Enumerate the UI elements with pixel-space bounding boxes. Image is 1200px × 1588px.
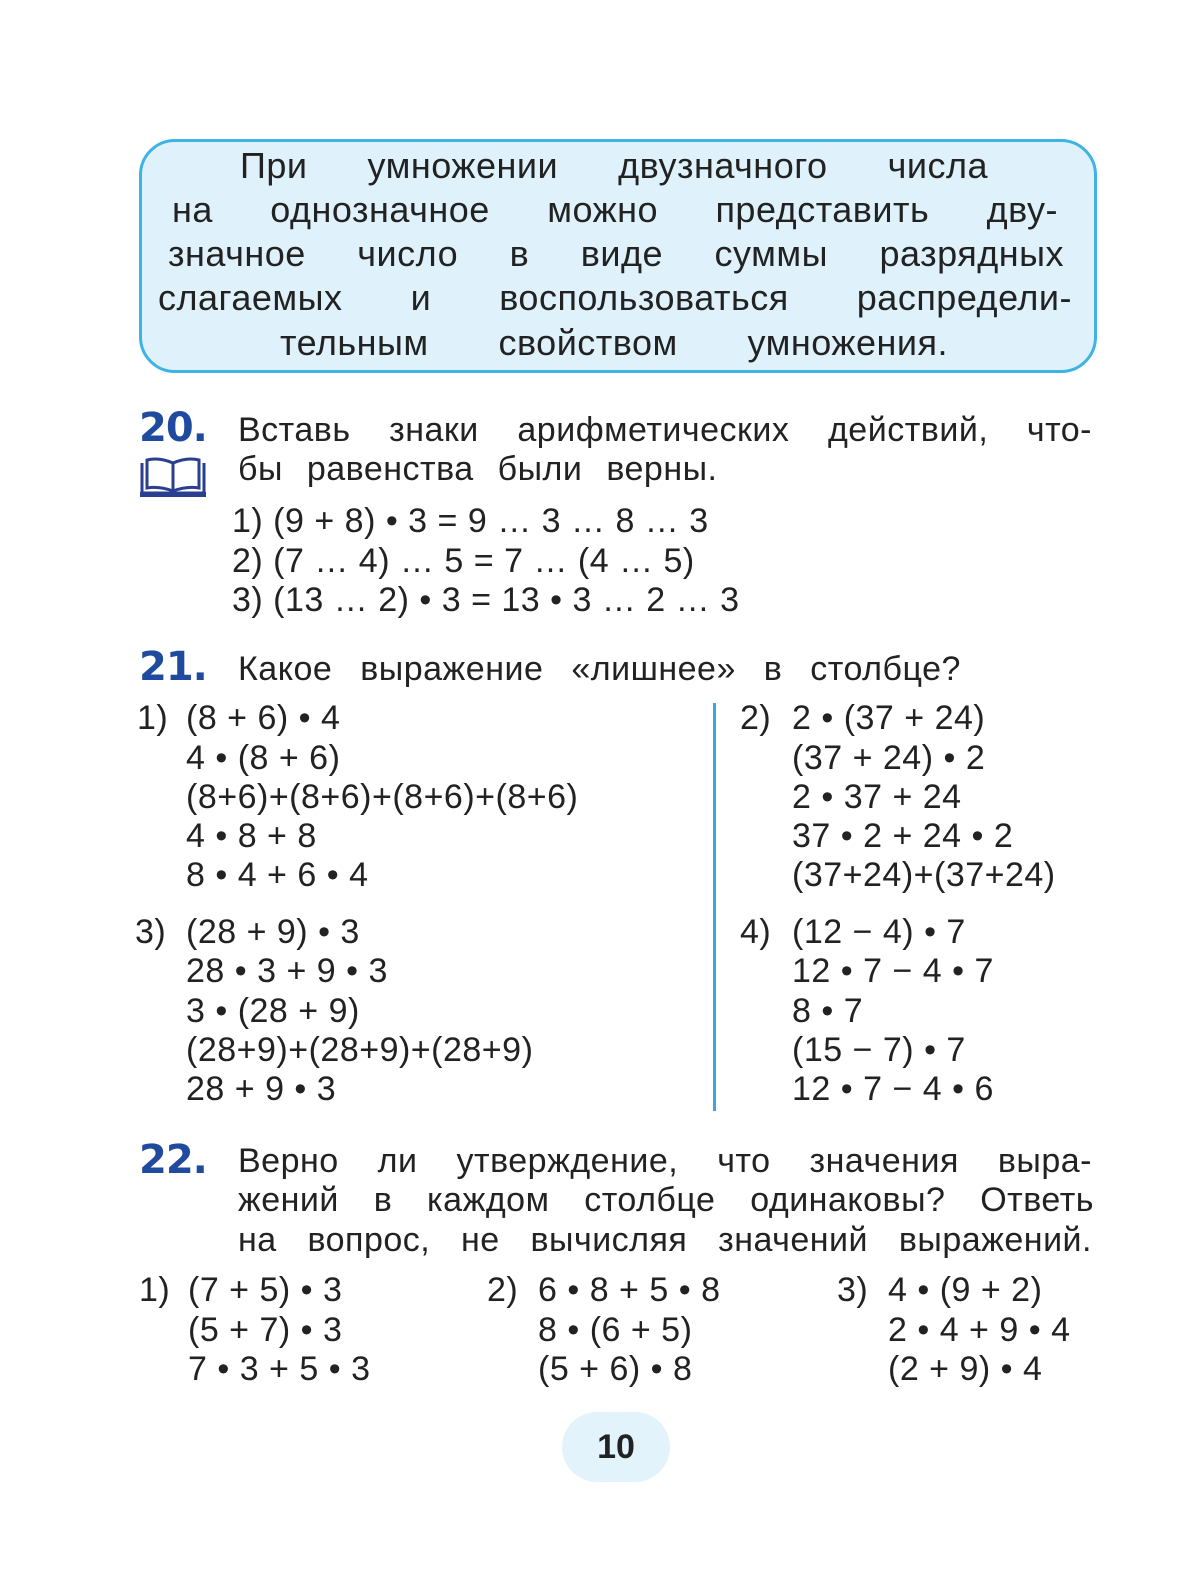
expression: (8+6)+(8+6)+(8+6)+(8+6): [186, 778, 579, 816]
expression: 8 • 4 + 6 • 4: [186, 856, 369, 894]
group-label: 2): [487, 1271, 519, 1309]
expression: 28 • 3 + 9 • 3: [186, 952, 388, 990]
expression: 4 • (9 + 2): [888, 1271, 1043, 1309]
expression: (28 + 9) • 3: [186, 913, 360, 951]
task-number: 22.: [139, 1137, 207, 1183]
column-divider: [713, 703, 716, 1111]
task-text: Вставь знаки арифметических действий, что-: [238, 411, 1092, 449]
task-text: Какое выражение «лишнее» в столбце?: [238, 650, 961, 688]
expression: (8 + 6) • 4: [186, 699, 341, 737]
rule-line: При умножении двузначного числа: [240, 145, 988, 186]
expression: 12 • 7 − 4 • 7: [792, 952, 994, 990]
group-label: 3): [837, 1271, 869, 1309]
expression: 1) (9 + 8) • 3 = 9 … 3 … 8 … 3: [232, 502, 709, 540]
expression: 28 + 9 • 3: [186, 1070, 337, 1108]
page-number: 10: [562, 1412, 670, 1482]
expression: 2 • 37 + 24: [792, 778, 962, 816]
expression: 4 • (8 + 6): [186, 739, 341, 777]
rule-line: значное число в виде суммы разрядных: [168, 233, 1064, 274]
expression: 7 • 3 + 5 • 3: [188, 1350, 371, 1388]
expression: 6 • 8 + 5 • 8: [538, 1271, 721, 1309]
expression: 12 • 7 − 4 • 6: [792, 1070, 994, 1108]
expression: (2 + 9) • 4: [888, 1350, 1043, 1388]
task-number: 21.: [139, 644, 207, 690]
group-label: 1): [137, 699, 169, 737]
open-book-icon: [139, 455, 207, 499]
expression: 2 • (37 + 24): [792, 699, 986, 737]
expression: 8 • (6 + 5): [538, 1311, 693, 1349]
expression: (5 + 7) • 3: [188, 1311, 343, 1349]
group-label: 2): [740, 699, 772, 737]
expression: (37 + 24) • 2: [792, 739, 986, 777]
rule-line: тельным свойством умножения.: [280, 322, 948, 363]
expression: (7 + 5) • 3: [188, 1271, 343, 1309]
expression: 2) (7 … 4) … 5 = 7 … (4 … 5): [232, 542, 695, 580]
expression: (5 + 6) • 8: [538, 1350, 693, 1388]
expression: 37 • 2 + 24 • 2: [792, 817, 1014, 855]
task-text: Верно ли утверждение, что значения выра-: [238, 1142, 1092, 1180]
task-text: жений в каждом столбце одинаковы? Ответь: [238, 1181, 1094, 1219]
expression: 3 • (28 + 9): [186, 992, 360, 1030]
expression: 4 • 8 + 8: [186, 817, 317, 855]
expression: 2 • 4 + 9 • 4: [888, 1311, 1071, 1349]
group-label: 1): [139, 1271, 171, 1309]
expression: (12 − 4) • 7: [792, 913, 966, 951]
expression: 8 • 7: [792, 992, 864, 1030]
group-label: 3): [135, 913, 167, 951]
expression: (28+9)+(28+9)+(28+9): [186, 1031, 534, 1069]
expression: (15 − 7) • 7: [792, 1031, 966, 1069]
expression: 3) (13 … 2) • 3 = 13 • 3 … 2 … 3: [232, 581, 740, 619]
task-text: бы равенства были верны.: [238, 450, 718, 488]
task-number: 20.: [139, 405, 207, 451]
expression: (37+24)+(37+24): [792, 856, 1056, 894]
rule-line: слагаемых и воспользоваться распредели-: [158, 277, 1072, 318]
rule-line: на однозначное можно представить дву-: [172, 189, 1058, 230]
task-text: на вопрос, не вычисляя значений выражений.: [238, 1221, 1092, 1259]
group-label: 4): [740, 913, 772, 951]
